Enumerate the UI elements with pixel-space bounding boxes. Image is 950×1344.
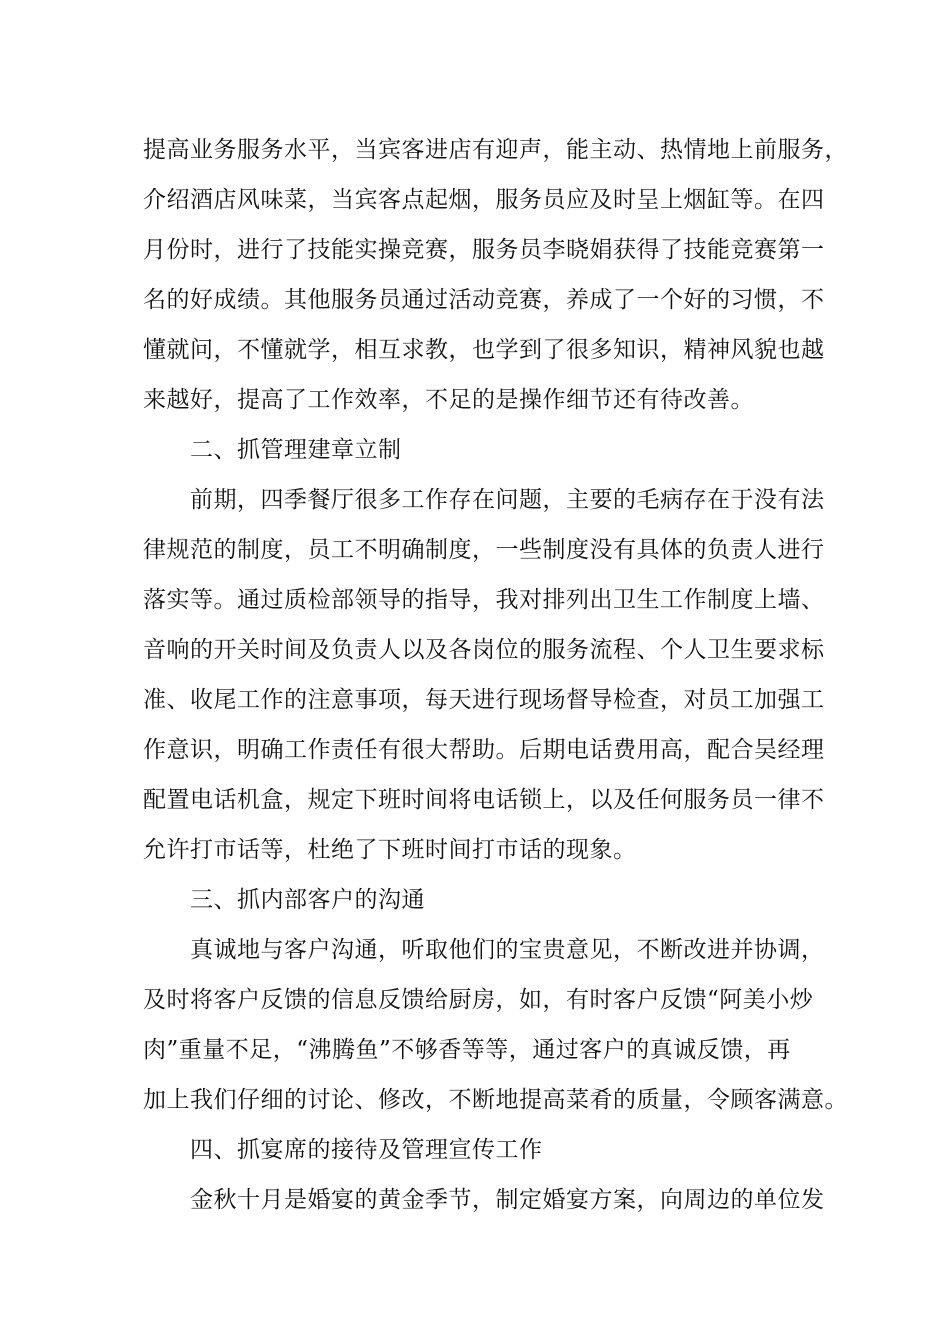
paragraph-line: 配置电话机盒，规定下班时间将电话锁上，以及任何服务员一律不 xyxy=(143,787,825,813)
paragraph-line: 月份时，进行了技能实操竞赛，服务员李晓娟获得了技能竞赛第一 xyxy=(143,237,825,263)
paragraph-line: 准、收尾工作的注意事项，每天进行现场督导检查，对员工加强工 xyxy=(143,687,825,713)
paragraph-line: 真诚地与客户沟通，听取他们的宝贵意见，不断改进并协调， xyxy=(190,937,825,963)
paragraph-line: 前期，四季餐厅很多工作存在问题，主要的毛病存在于没有法 xyxy=(190,487,825,513)
paragraph-line: 懂就问，不懂就学，相互求教，也学到了很多知识，精神风貌也越 xyxy=(143,337,825,363)
paragraph-line: 落实等。通过质检部领导的指导，我对排列出卫生工作制度上墙、 xyxy=(143,587,825,613)
paragraph-line: 肉”重量不足，“沸腾鱼”不够香等等，通过客户的真诚反馈，再 xyxy=(143,1037,791,1063)
paragraph-line: 介绍酒店风味菜，当宾客点起烟，服务员应及时呈上烟缸等。在四 xyxy=(143,187,825,213)
section-heading: 三、抓内部客户的沟通 xyxy=(190,887,425,913)
paragraph-line: 提高业务服务水平，当宾客进店有迎声，能主动、热情地上前服务， xyxy=(143,137,848,163)
section-heading: 二、抓管理建章立制 xyxy=(190,437,402,463)
paragraph-line: 及时将客户反馈的信息反馈给厨房，如，有时客户反馈“阿美小炒 xyxy=(143,987,814,1013)
paragraph-line: 律规范的制度，员工不明确制度，一些制度没有具体的负责人进行 xyxy=(143,537,825,563)
paragraph-line: 来越好，提高了工作效率，不足的是操作细节还有待改善。 xyxy=(143,387,754,413)
paragraph-line: 加上我们仔细的讨论、修改，不断地提高菜肴的质量，令顾客满意。 xyxy=(143,1087,848,1113)
paragraph-line: 金秋十月是婚宴的黄金季节，制定婚宴方案，向周边的单位发 xyxy=(190,1187,825,1213)
paragraph-line: 名的好成绩。其他服务员通过活动竞赛，养成了一个好的习惯，不 xyxy=(143,287,825,313)
paragraph-line: 作意识，明确工作责任有很大帮助。后期电话费用高，配合吴经理 xyxy=(143,737,825,763)
paragraph-line: 音响的开关时间及负责人以及各岗位的服务流程、个人卫生要求标 xyxy=(143,637,825,663)
paragraph-line: 允许打市话等，杜绝了下班时间打市话的现象。 xyxy=(143,837,637,863)
section-heading: 四、抓宴席的接待及管理宣传工作 xyxy=(190,1137,543,1163)
